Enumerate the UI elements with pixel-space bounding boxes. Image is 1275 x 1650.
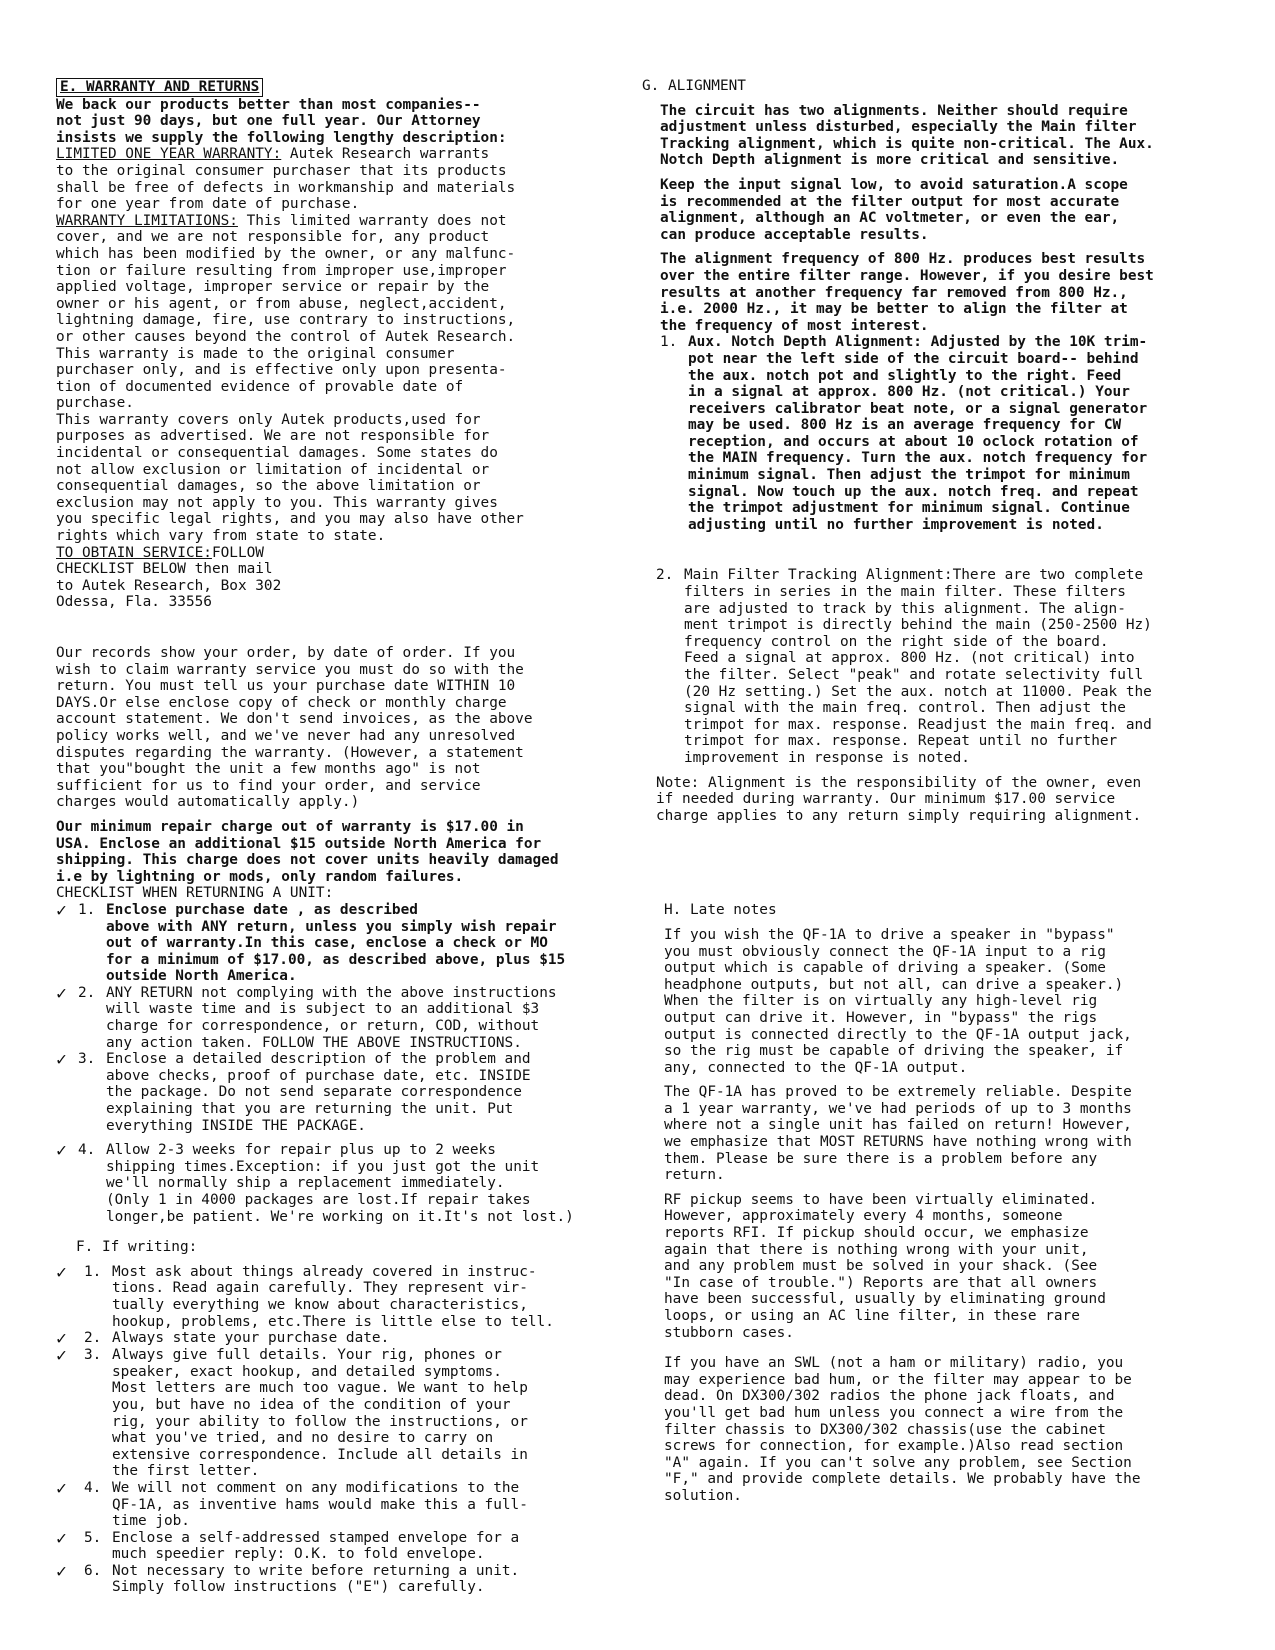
item-number: 4.: [84, 1479, 102, 1496]
limited-warranty-paragraph: [56, 146, 641, 212]
warranty-intro: We back our products better than most companies-- not just 90 days, but one full year. Our Attorney insists we supply the following lengthy description:: [56, 96, 507, 146]
warranty-limitations-text: This limited warranty does not cover, and we are not responsible for, any product which has been modified by the owner, or any malfunc- tion or failure resulting from improper use,improper applied voltage, improper service or repair by the owner or his agent, or from abuse, neglect,accident, lightning damage, fire, use contrary to instructions, or other causes beyond the control of Autek Research. This warranty is made to the original consumer purchaser only, and is effective only upon presenta- tion of documented evidence of provable date of purchase.: [56, 212, 516, 412]
warranty-limitations-paragraph: [56, 213, 641, 412]
alignment-body: [642, 103, 1222, 534]
alignment-item: [656, 567, 1222, 766]
check-mark-icon: ✓: [56, 1328, 67, 1350]
alignment-note: Note: Alignment is the responsibility of the owner, even if needed during warranty. Our minimum $17.00 service charge applies to any return simply requiring alignment.: [656, 774, 1142, 824]
check-mark-icon: ✓: [56, 1477, 67, 1499]
item-text: Aux. Notch Depth Alignment: Adjusted by the 10K trim- pot near the left side of the circuit board-- behind the aux. notch pot and slightly to the right. Feed in a signal at approx. 800 Hz. (not critical.) Your receivers calibrator beat note, or a signal generator may be used. 800 Hz is an average frequency for CW reception, and occurs at about 10 oclock rotation of the MAIN frequency. Turn the aux. notch frequency for minimum signal. Then adjust the trimpot for minimum signal. Now touch up the aux. notch freq. and repeat the trimpot adjustment for minimum signal. Continue adjusting until no further improvement is noted.: [688, 334, 1148, 533]
item-number: 2.: [78, 984, 96, 1001]
section-h-heading: H. Late notes: [664, 902, 777, 919]
records-paragraph: Our records show your order, by date of order. If you wish to claim warranty service you must do so with the return. You must tell us your purchase date WITHIN 10 DAYS.Or else enclose copy of check or monthly charge account statement. We don't send invoices, as the above policy works well, and we've never had any unresolved disputes regarding the warranty. (However, a statement that you"bought the unit a few months ago" is not sufficient for us to find your order, and service charges would automatically apply.): [56, 645, 533, 811]
check-mark-icon: ✓: [56, 899, 67, 921]
check-mark-icon: ✓: [56, 1560, 67, 1582]
speaker-paragraph: If you wish the QF-1A to drive a speaker in "bypass" you must obviously connect the QF-1A input to a rig output which is capable of driving a speaker. (Some headphone outputs, but not all, can drive a speaker.) When the filter is on virtually any high-level rig output can drive it. However, in "bypass" the rigs output is connected directly to the QF-1A output jack, so the rig must be capable of driving the speaker, if any, connected to the QF-1A output.: [664, 926, 1132, 1076]
checklist-item: [56, 982, 641, 1051]
item-number: 4.: [78, 1142, 96, 1159]
section-e-heading: E. WARRANTY AND RETURNS: [56, 78, 641, 97]
limited-warranty-label: LIMITED ONE YEAR WARRANTY:: [56, 146, 282, 163]
rf-pickup-paragraph: RF pickup seems to have been virtually eliminated. However, approximately every 4 months, someone reports RFI. If pickup should occur, we emphasize again that there is nothing wrong with your unit, and any problem must be solved in your shack. (See "In case of trouble.") Reports are that all owners have been successful, usually by eliminating ground loops, or using an AC line filter, in these rare stubborn cases.: [664, 1191, 1106, 1341]
check-mark-icon: ✓: [56, 982, 67, 1004]
check-mark-icon: ✓: [56, 1261, 67, 1283]
obtain-service-label: TO OBTAIN SERVICE:: [56, 544, 212, 561]
alignment-intro: The circuit has two alignments. Neither should require adjustment unless disturbed, especially the Main filter Tracking alignment, which is quite non-critical. The Aux. Notch Depth alignment is more critical and sensitive.: [660, 102, 1154, 169]
alignment-frequency-paragraph: The alignment frequency of 800 Hz. produces best results over the entire filter range. However, if you desire best results at another frequency far removed from 800 Hz., i.e. 2000 Hz., it may be better to align the filter at the frequency of most interest.: [660, 251, 1154, 334]
item-text: Enclose a detailed description of the problem and above checks, proof of purchase date, etc. INSIDE the package. Do not send separate correspondence explaining that you are returning the unit. Put everything INSIDE THE PACKAGE.: [106, 1051, 531, 1134]
item-text: Always give full details. Your rig, phones or speaker, exact hookup, and detailed symptoms. Most letters are much too vague. We want to help you, but have no idea of the condition of your rig, your ability to follow the instructions, or what you've tried, and no desire to carry on extensive correspondence. Include all details in the first letter.: [112, 1347, 528, 1480]
section-f-heading: F. If writing:: [76, 1239, 198, 1256]
check-mark-icon: ✓: [56, 1527, 67, 1549]
item-text: Most ask about things already covered in instruc- tions. Read again carefully. They represent vir- tually everything we know about characteristics, hookup, problems, etc.There is little else to tell.: [112, 1263, 554, 1330]
item-number: 2.: [656, 567, 674, 584]
checklist-heading: CHECKLIST WHEN RETURNING A UNIT:: [56, 885, 334, 902]
writing-item: [56, 1328, 641, 1350]
swl-paragraph: If you have an SWL (not a ham or military) radio, you may experience bad hum, or the filter may appear to be dead. On DX300/302 radios the phone jack floats, and you'll get bad hum unless you connect a wire from the filter chassis to DX300/302 chassis(use the cabinet screws for connection, for example.)Also read section "A" again. If you can't solve any problem, see Section "F," and provide complete details. We probably have the solution.: [664, 1355, 1141, 1504]
item-number: 3.: [84, 1347, 102, 1364]
input-signal-paragraph: Keep the input signal low, to avoid saturation.A scope is recommended at the filter output for most accurate alignment, although an AC voltmeter, or even the ear, can produce acceptable results.: [660, 176, 1128, 243]
tracking-body: [642, 567, 1222, 824]
item-text: Enclose purchase date , as described above with ANY return, unless you simply wish repair out of warranty.In this case, enclose a check or MO for a minimum of $17.00, as described above, plus $15 outside North America.: [106, 901, 566, 985]
warranty-limitations-label: WARRANTY LIMITATIONS:: [56, 212, 238, 229]
item-number: 2.: [84, 1330, 102, 1347]
alignment-item: [660, 334, 1222, 533]
item-text: Enclose a self-addressed stamped envelope for a much speedier reply: O.K. to fold envelope.: [112, 1529, 520, 1563]
item-number: 5.: [84, 1529, 102, 1546]
item-text: Main Filter Tracking Alignment:There are two complete filters in series in the main filter. These filters are adjusted to track by this alignment. The align- ment trimpot is directly behind the main (250-2500 Hz) frequency control on the right side of the board. Feed a signal at approx. 800 Hz. (not critical) into the filter. Select "peak" and rotate selectivity full (20 Hz setting.) Set the aux. notch at 11000. Peak the signal with the main freq. control. Then adjust the trimpot for max. response. Readjust the main freq. and trimpot for max. response. Repeat until no further improvement in response is noted.: [684, 567, 1152, 766]
item-number: 6.: [84, 1562, 102, 1579]
writing-item: [56, 1347, 641, 1480]
item-text: Not necessary to write before returning a unit. Simply follow instructions ("E") carefully.: [112, 1562, 520, 1596]
item-text: Allow 2-3 weeks for repair plus up to 2 weeks shipping times.Exception: if you just got the unit we'll normally ship a replacement immediately. (Only 1 in 4000 packages are lost.If repair takes longer,be patient. We're working on it.It's not lost.): [106, 1142, 574, 1225]
check-mark-icon: ✓: [56, 1140, 67, 1162]
item-text: ANY RETURN not complying with the above instructions will waste time and is subject to an additional $3 charge for correspondence, or return, COD, without any action taken. FOLLOW THE ABOVE INSTRUCTIONS.: [106, 984, 557, 1051]
writing-item: [56, 1261, 641, 1330]
warranty-covers-paragraph: This warranty covers only Autek products,used for purposes as advertised. We are not responsible for incidental or consequential damages. Some states do not allow exclusion or limitation of incidental or consequential damages, so the above limitation or exclusion may not apply to you. This warranty gives you specific legal rights, and you may also have other rights which vary from state to state.: [56, 411, 524, 545]
check-mark-icon: ✓: [56, 1345, 67, 1367]
obtain-service-text: FOLLOW CHECKLIST BELOW then mail to Autek Research, Box 302 Odessa, Fla. 33556: [56, 544, 282, 611]
right-column: [642, 78, 1222, 1505]
checklist-item: [56, 899, 641, 985]
writing-item: [56, 1560, 641, 1596]
writing-item: [56, 1527, 641, 1563]
left-column: [56, 78, 641, 1596]
item-number: 1.: [84, 1263, 102, 1280]
obtain-service-paragraph: [56, 545, 641, 611]
check-mark-icon: ✓: [56, 1049, 67, 1071]
limited-warranty-text: Autek Research warrants to the original consumer purchaser that its products shall be free of defects in workmanship and materials for one year from date of purchase.: [56, 146, 516, 213]
checklist-item: [56, 1051, 641, 1134]
reliability-paragraph: The QF-1A has proved to be extremely reliable. Despite a 1 year warranty, we've had periods of up to 3 months where not a single unit has failed on return! However, we emphasize that MOST RETURNS have nothing wrong with them. Please be sure there is a problem before any return.: [664, 1084, 1132, 1184]
item-text: Always state your purchase date.: [112, 1330, 390, 1347]
item-number: 1.: [78, 901, 96, 918]
item-number: 1.: [660, 334, 678, 351]
item-text: We will not comment on any modifications to the QF-1A, as inventive hams would make this a full- time job.: [112, 1479, 528, 1530]
late-notes-body: [642, 902, 1222, 1504]
writing-item: [56, 1477, 641, 1530]
item-number: 3.: [78, 1051, 96, 1068]
checklist-item: [56, 1142, 641, 1225]
minimum-charge-paragraph: Our minimum repair charge out of warranty is $17.00 in USA. Enclose an additional $15 outside North America for shipping. This charge does not cover units heavily damaged i.e by lightning or mods, only random failures.: [56, 818, 559, 885]
section-g-heading: G. ALIGNMENT: [642, 78, 746, 94]
